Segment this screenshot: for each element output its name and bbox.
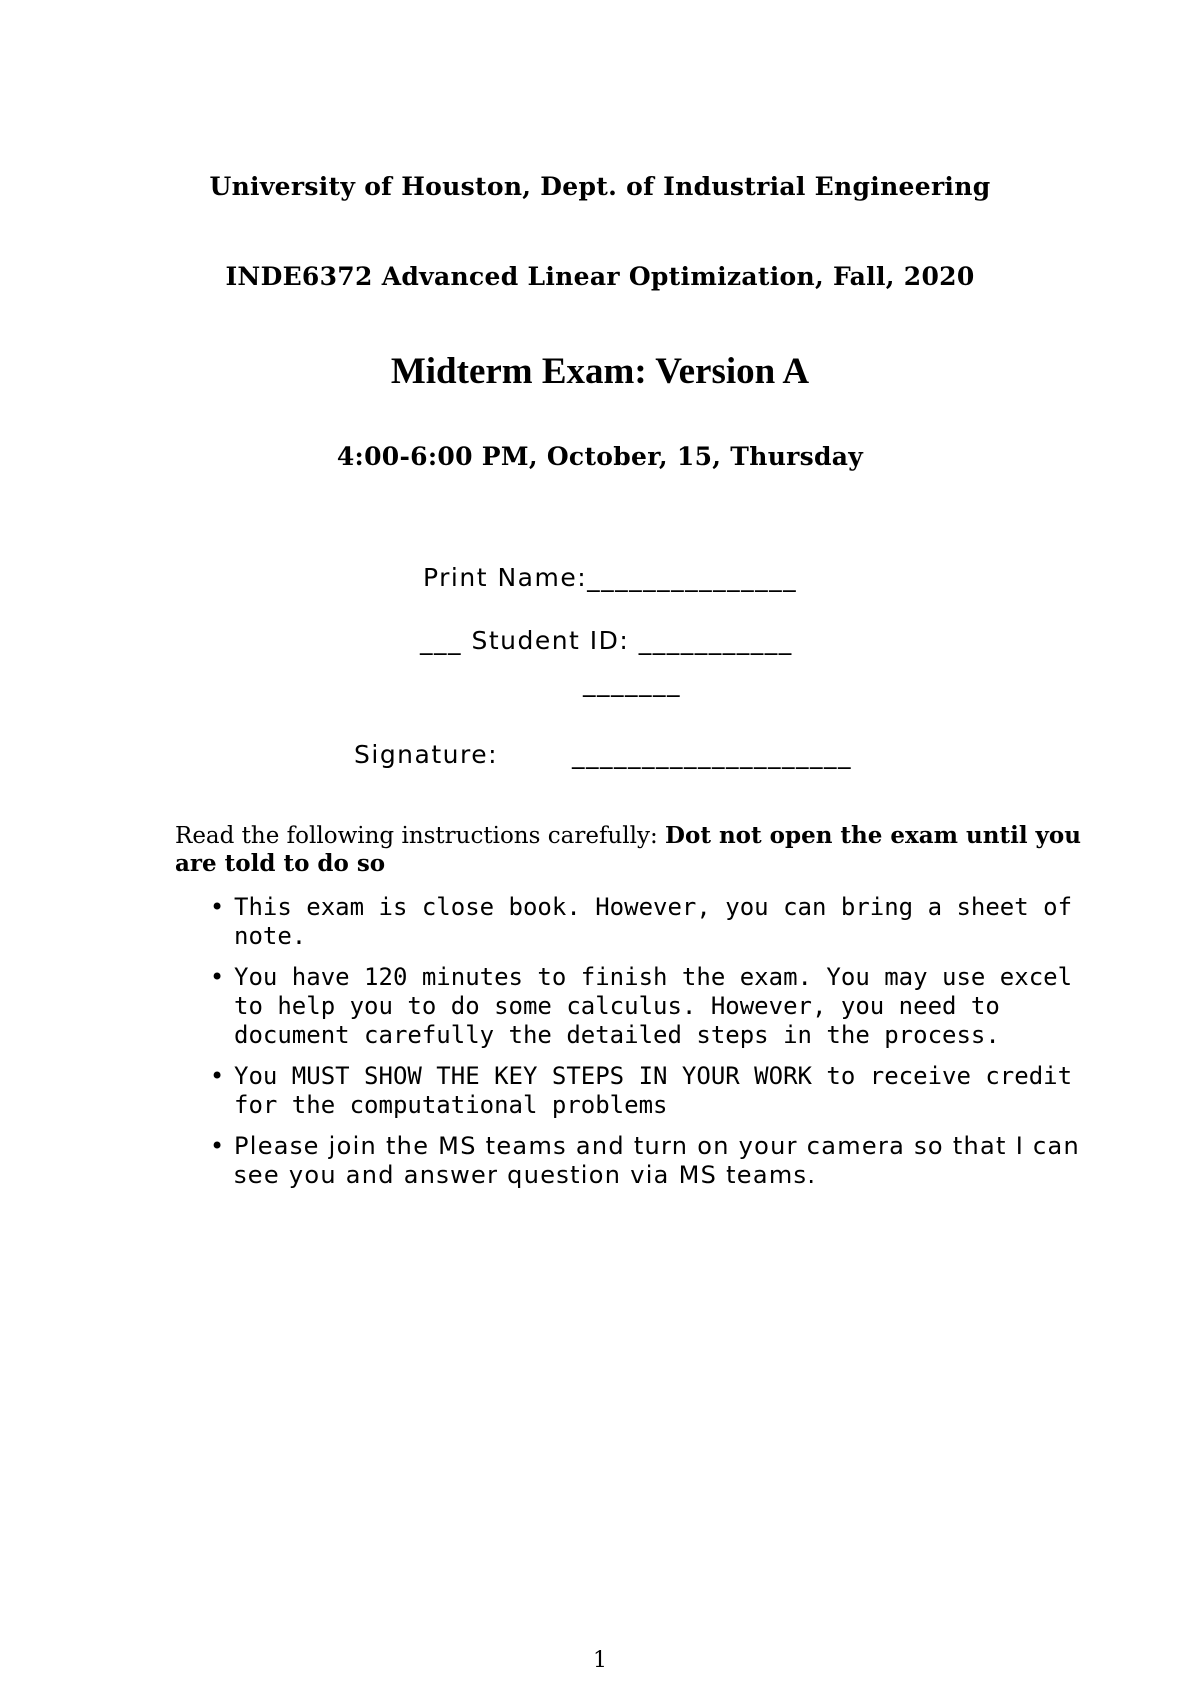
list-item [210, 1062, 1110, 1120]
bullet-icon: • [210, 1062, 225, 1090]
list-item [210, 963, 1110, 1050]
bullet-icon: • [210, 1132, 226, 1160]
list-item-text: Please join the MS teams and turn on your camera so that I can see you and answer question via MS teams. [234, 1132, 1081, 1189]
exam-time: 4:00-6:00 PM, October, 15, Thursday [336, 442, 864, 471]
bullet-icon: • [210, 893, 225, 921]
instructions-intro [175, 822, 1105, 878]
bullet-icon: • [210, 963, 225, 991]
course-heading: INDE6372 Advanced Linear Optimization, Fall, 2020 [225, 262, 975, 291]
student-id-field-continuation: _______ [583, 668, 681, 697]
instructions-intro-text: Read the following instructions carefully: [175, 823, 666, 849]
instructions-list [210, 893, 1110, 1202]
university-heading: University of Houston, Dept. of Industrial Engineering [209, 172, 991, 201]
signature-label: Signature: [354, 740, 499, 769]
list-item [210, 1132, 1110, 1190]
list-item [210, 893, 1110, 951]
signature-line: ____________________ [572, 740, 852, 769]
instructions-warning: Dot not open the exam until you are told to do so [175, 822, 1081, 877]
page-number: 1 [593, 1648, 607, 1673]
exam-title: Midterm Exam: Version A [390, 351, 810, 392]
list-item-text: You MUST SHOW THE KEY STEPS IN YOUR WORK to receive credit for the computational problems [234, 1062, 1073, 1119]
print-name-field: Print Name:_______________ [423, 563, 798, 592]
list-item-text: You have 120 minutes to finish the exam. You may use excel to help you to do some calculus. However, you need to document carefully the detailed steps in the process. [234, 963, 1073, 1049]
list-item-text: This exam is close book. However, you can bring a sheet of note. [234, 893, 1073, 950]
student-id-field: ___ Student ID: ___________ [420, 626, 793, 655]
